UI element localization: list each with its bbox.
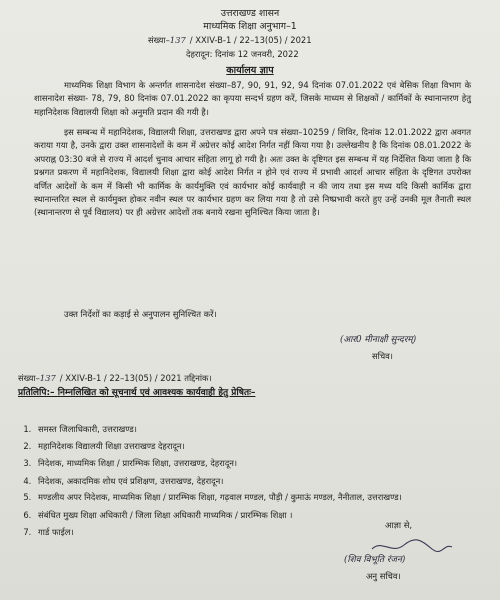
list-item: 3. निदेशक, माध्यमिक शिक्षा / प्रारम्भिक शिक्षा, उत्तराखण्ड, देहरादून। bbox=[34, 455, 494, 472]
government-heading: उत्तराखण्ड शासन bbox=[220, 8, 280, 19]
copy-list bbox=[18, 421, 494, 541]
list-item: 2. महानिदेशक विद्यालयी शिक्षा उत्तराखण्ड देहरादून। bbox=[34, 438, 494, 455]
body-paragraph-1: माध्यमिक शिक्षा विभाग के अन्तर्गत शासनादेश संख्या–87, 90, 91, 92, 94 दिनांक 07.01.2022 एवं बेसिक शिक्षा विभाग के शासनादेश संख्या- 78, 79, 80 दिनांक 07.01.2022 का कृपया सन्दर्भ ग्रहण करें, जिसके माध्यम से शिक्षकों / कार्मिकों के स्थानान्तरण हेतु महानिदेशक विद्यालयी शिक्षा को अनुमति प्रदान की गयी है। bbox=[34, 80, 471, 117]
copy-heading: प्रतिलिपि:– निम्नलिखित को सूचनार्थ एवं आवश्यक कार्यवाही हेतु प्रेषितः– bbox=[18, 388, 256, 398]
handwritten-letter-number: 137 bbox=[169, 35, 186, 45]
body-paragraph-3: उक्त निर्देशों का कड़ाई से अनुपालन सुनिश्चित करें। bbox=[64, 309, 217, 319]
list-item: 6. संबंधित मुख्य शिक्षा अधिकारी / जिला शिक्षा अधिकारी माध्यमिक / प्रारम्भिक शिक्षा । bbox=[34, 507, 494, 524]
signatory-designation: सचिव। bbox=[372, 351, 393, 361]
list-item: 1. समस्त जिलाधिकारी, उत्तराखण्ड। bbox=[34, 421, 494, 438]
list-item: 5. मण्डलीय अपर निदेशक, माध्यमिक शिक्षा / प्रारम्भिक शिक्षा, गढ़वाल मण्डल, पौड़ी / कुमाऊं मण्डल, नैनीताल, उत्तराखण्ड। bbox=[34, 490, 494, 507]
second-signatory-name: (शिव विभूति रंजन) bbox=[344, 555, 406, 565]
body-paragraph-2: इस सम्बन्ध में महानिदेशक, विद्यालयी शिक्षा, उत्तराखण्ड द्वारा अपने पत्र संख्या–10259 / शिविर, दिनांक 12.01.2022 द्वारा अवगत कराया गया है, उनके द्वारा उक्त शासनादेशों के कम में अग्रेत्तर कोई आदेश निर्गत नहीं किया गया है। उल्लेखनीय है कि दिनांक 08.01.2022 के अपराह्न 03:30 बजे से राज्य में आदर्श चुनाव आचार संहिता लागू हो गयी है। अतः उक्त के दृष्टिगत इस सम्बन्ध में यह निर्देशित किया जाता है कि प्रश्नगत प्रकरण में महानिदेशक, विद्यालयी शिक्षा द्वारा कोई आदेश निर्गत न होने एवं राज्य में प्रभावी आदर्श आचार संहिता के दृष्टिगत उपरोक्त वर्णित आदेशों के कम में किसी भी कार्मिक के कार्यमुक्ति एवं कार्यभार कोई कार्यवाही न की जाय तथा इस मध्य यदि किसी कार्मिक द्वारा स्थानान्तरित स्थल से कार्यमुक्त होकर नवीन स्थल पर कार्यभार ग्रहण कर लिया गया है तो उसे निष्प्रभावी करते हुए उन्हें उनकी मूल तैनाती स्थल (स्थानान्तरण से पूर्व विद्यालय) पर ही अग्रेत्तर आदेशों तक बनाये रखना सुनिश्चित किया जाता है। bbox=[34, 127, 471, 218]
by-order-text: आज्ञा से, bbox=[385, 520, 413, 530]
second-signatory-designation: अनु सचिव। bbox=[366, 571, 401, 581]
list-item: 4. निदेशक, अकादमिक शोध एवं प्रशिक्षण, उत्तराखण्ड, देहरादून। bbox=[34, 473, 494, 490]
document-title: कार्यालय ज्ञाप bbox=[226, 65, 274, 76]
list-item: 7. गार्ड फाईल। bbox=[34, 524, 494, 541]
signatory-name: (आर0 मीनाक्षी सुन्दरम्) bbox=[340, 335, 417, 345]
letter-number: संख्या–137 / XXIV-B-1 / 22–13(05) / 2021 bbox=[148, 35, 312, 45]
copy-reference-number: संख्या–137 / XXIV-B-1 / 22–13(05) / 2021 तद्दिनांक। bbox=[18, 373, 212, 383]
place-date: देहरादून: दिनांक 12 जनवरी, 2022 bbox=[186, 49, 299, 59]
department-heading: माध्यमिक शिक्षा अनुभाग–1 bbox=[203, 21, 297, 32]
handwritten-copy-number: 137 bbox=[39, 373, 56, 383]
